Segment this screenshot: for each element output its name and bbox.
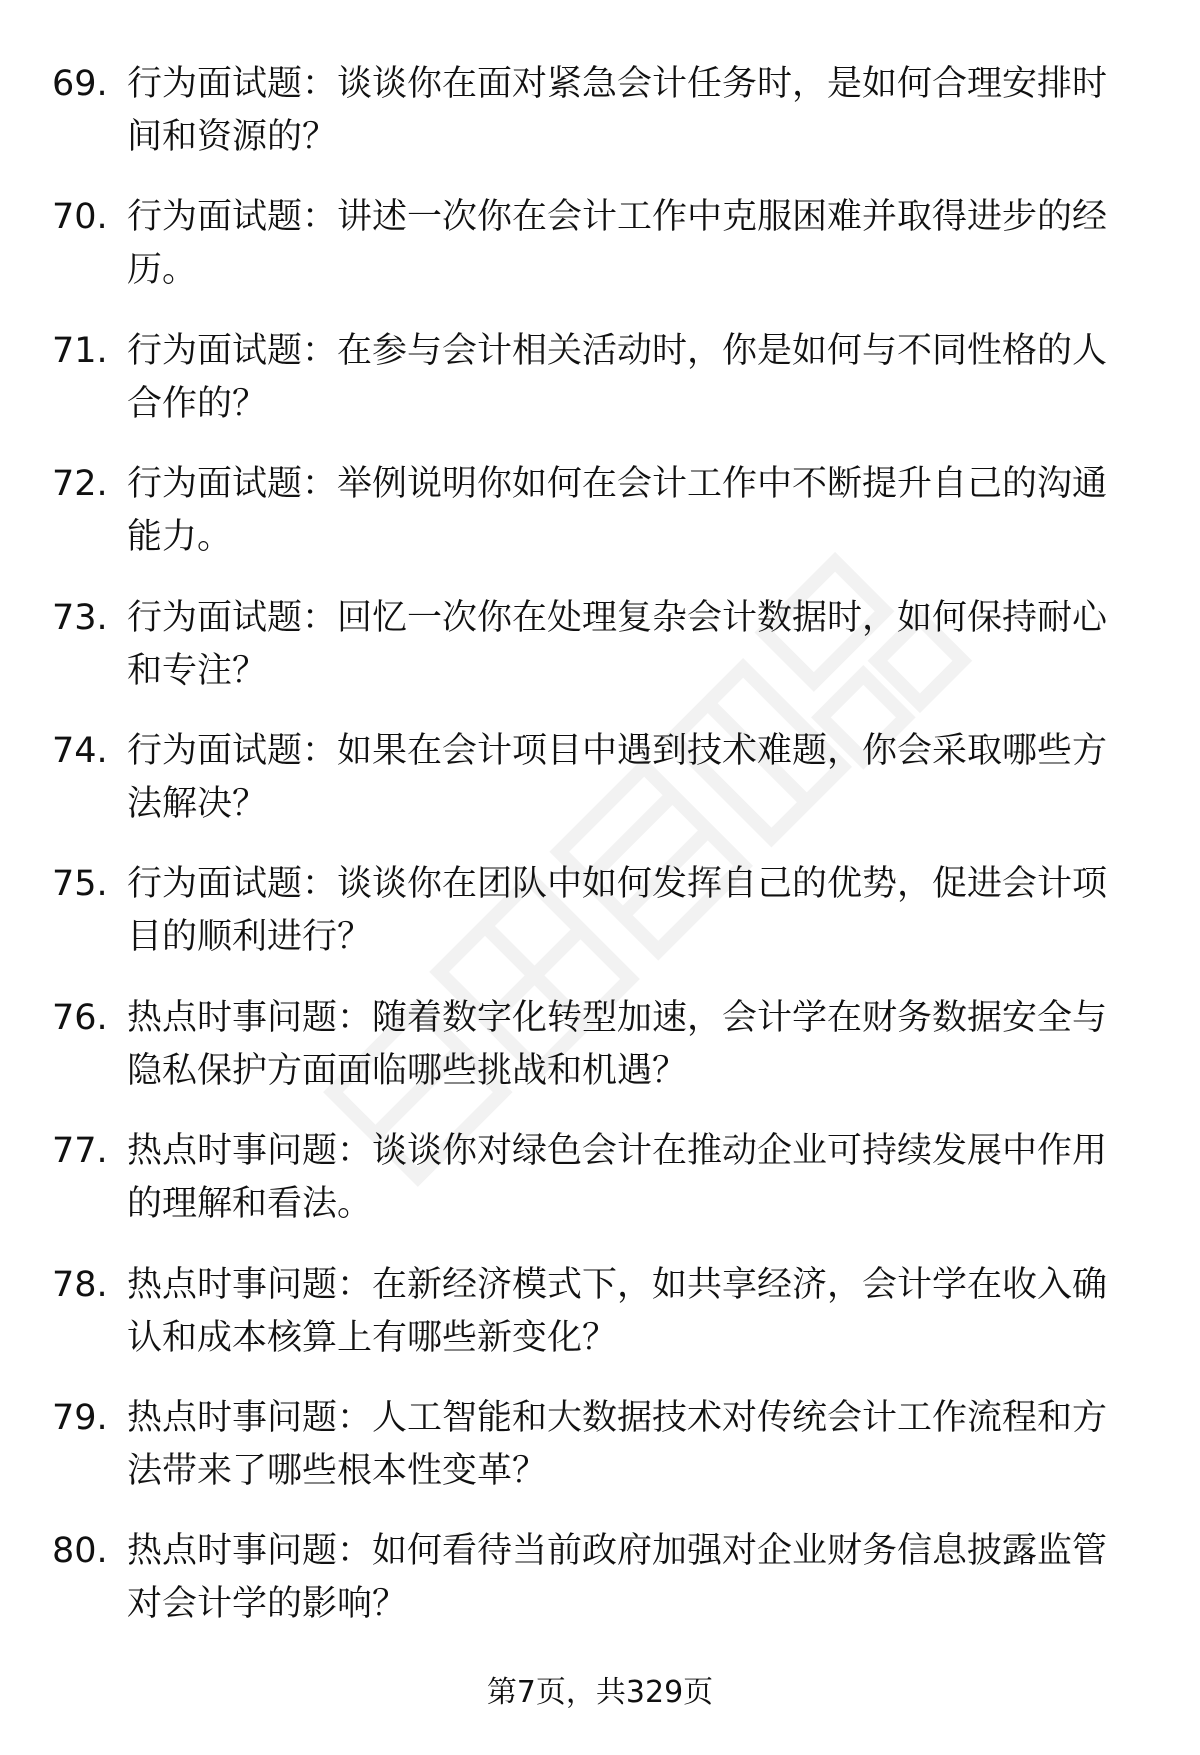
question-item [52, 325, 1142, 431]
question-number: 74. [52, 730, 108, 771]
question-text: 行为面试题：谈谈你在面对紧急会计任务时，是如何合理安排时间和资源的？ [127, 64, 1108, 157]
question-item [52, 1259, 1142, 1365]
question-text: 行为面试题：在参与会计相关活动时，你是如何与不同性格的人合作的？ [127, 330, 1108, 424]
question-text: 行为面试题：谈谈你在团队中如何发挥自己的优势，促进会计项目的顺利进行？ [127, 864, 1108, 958]
question-text: 热点时事问题：人工智能和大数据技术对传统会计工作流程和方法带来了哪些根本性变革？ [127, 1397, 1108, 1491]
question-text: 行为面试题：讲述一次你在会计工作中克服困难并取得进步的经历。 [127, 197, 1108, 291]
question-text: 行为面试题：如果在会计项目中遇到技术难题，你会采取哪些方法解决？ [127, 730, 1108, 824]
question-item [52, 1125, 1142, 1231]
question-text: 热点时事问题：谈谈你对绿色会计在推动企业可持续发展中作用的理解和看法。 [127, 1131, 1108, 1225]
question-number: 75. [52, 864, 108, 905]
question-number: 77. [52, 1131, 108, 1172]
question-number: 78. [52, 1264, 108, 1305]
question-number: 71. [52, 330, 108, 371]
question-item [52, 1392, 1142, 1498]
question-item [52, 58, 1142, 164]
question-item [52, 191, 1142, 297]
question-number: 73. [52, 597, 108, 638]
question-item [52, 992, 1142, 1098]
question-text: 热点时事问题：随着数字化转型加速，会计学在财务数据安全与隐私保护方面面临哪些挑战和机遇？ [127, 997, 1108, 1091]
question-number: 70. [52, 197, 108, 238]
question-number: 69. [52, 64, 108, 104]
question-item [52, 458, 1142, 564]
question-item [52, 592, 1142, 698]
page-number: 第7页，共329页 [486, 1675, 714, 1710]
question-item [52, 858, 1142, 964]
question-item [52, 725, 1142, 831]
question-number: 76. [52, 997, 108, 1038]
question-text: 行为面试题：回忆一次你在处理复杂会计数据时，如何保持耐心和专注？ [127, 597, 1108, 691]
question-item [52, 1525, 1142, 1631]
question-text: 热点时事问题：在新经济模式下，如共享经济，会计学在收入确认和成本核算上有哪些新变化？ [127, 1264, 1108, 1358]
question-number: 80. [52, 1531, 108, 1572]
question-list [52, 58, 1142, 1659]
question-text: 行为面试题：举例说明你如何在会计工作中不断提升自己的沟通能力。 [127, 464, 1108, 558]
question-number: 72. [52, 464, 108, 505]
question-text: 热点时事问题：如何看待当前政府加强对企业财务信息披露监管对会计学的影响？ [127, 1531, 1108, 1625]
question-number: 79. [52, 1397, 108, 1438]
